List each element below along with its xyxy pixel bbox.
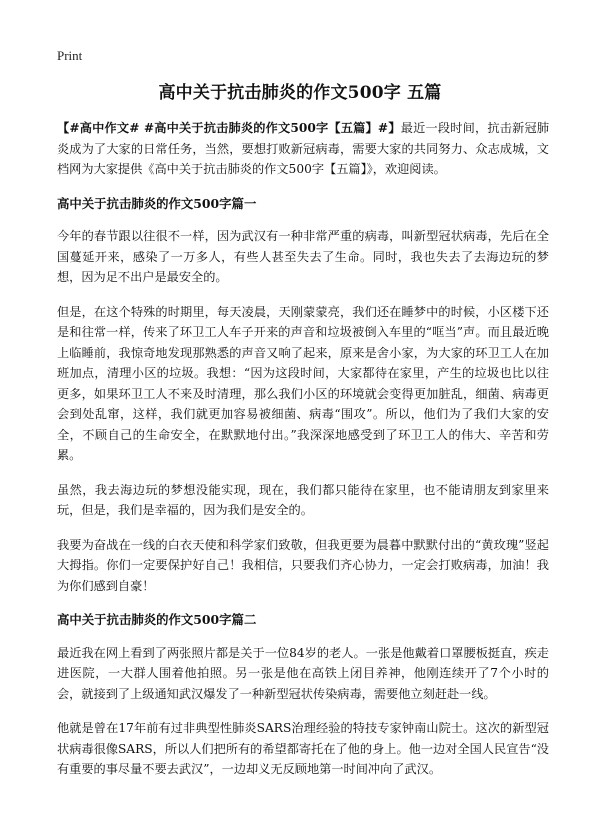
intro-bold: 【#高中作文# #高中关于抗击肺炎的作文500字【五篇】#】 xyxy=(57,121,401,135)
page-title: 高中关于抗击肺炎的作文500字 五篇 xyxy=(158,83,442,103)
paragraph: 但是，在这个特殊的时期里，每天凌晨，天刚蒙蒙亮，我们还在睡梦中的时候，小区楼下还是和往常一样，传来了环卫工人车子开来的声音和垃圾被倒入车里的“哐当”声。而且最近晚上临睡前，我惊奇地发现那熟悉的声音又响了起来，原来是舍小家，为大家的环卫工人在加班加点，清理小区的垃圾。我想：“因为这段时间，大家都待在家里，产生的垃圾也比以往更多，如果环卫工人不来及时清理，那么我们小区的环境就会变得更加脏乱，细菌、病毒更会到处乱窜，这样，我们就更加容易被细菌、病毒“围攻”。所以，他们为了我们大家的安全，不顾自己的生命安全，在默默地付出。”我深深地感受到了环卫工人的伟大、辛苦和劳累。 xyxy=(57,304,549,462)
paragraph: 今年的春节跟以往很不一样，因为武汉有一种非常严重的病毒，叫新型冠状病毒，先后在全国蔓延开来，感染了一万多人，有些人甚至失去了生命。同时，我也失去了去海边玩的梦想，因为足不出户是最安全的。 xyxy=(57,229,549,284)
paragraph: 虽然，我去海边玩的梦想没能实现，现在，我们都只能待在家里，也不能请朋友到家里来玩，但是，我们是幸福的，因为我们是安全的。 xyxy=(57,482,549,517)
paragraph: 我要为奋战在一线的白衣天使和科学家们致敬，但我更要为晨暮中默默付出的“黄玫瑰”竖起大拇指。你们一定要保护好自己！我相信，只要我们齐心协力，一定会打败病毒，加油！我为你们感到自豪！ xyxy=(57,537,549,593)
paragraph: 他就是曾在17年前有过非典型性肺炎SARS治理经验的特技专家钟南山院士。这次的新型冠状病毒很像SARS，所以人们把所有的希望都寄托在了他的身上。他一边对全国人民宣告“没有重要的事尽量不要去武汉”，一边却义无反顾地第一时间冲向了武汉。 xyxy=(57,721,549,776)
intro-paragraph xyxy=(57,118,549,180)
section-heading: 高中关于抗击肺炎的作文500字篇二 xyxy=(57,612,257,627)
print-link[interactable]: Print xyxy=(57,48,83,63)
paragraph: 最近我在网上看到了两张照片都是关于一位84岁的老人。一张是他戴着口罩腰板挺直，疾走进医院，一大群人围着他拍照。另一张是他在高铁上闭目养神，他刚连续开了7个小时的会，就接到了上级通知武汉爆发了一种新型冠状传染病毒，需要他立刻赶赴一线。 xyxy=(57,645,549,701)
article-body xyxy=(57,118,549,794)
intro-text: 最近一段时间，抗击新冠肺炎成为了大家的日常任务，当然，要想打败新冠病毒，需要大家的共同努力、众志成城，文档网为大家提供《高中关于抗击肺炎的作文500字【五篇】》，欢迎阅读。 xyxy=(57,121,550,176)
section-heading: 高中关于抗击肺炎的作文500字篇一 xyxy=(57,195,257,211)
